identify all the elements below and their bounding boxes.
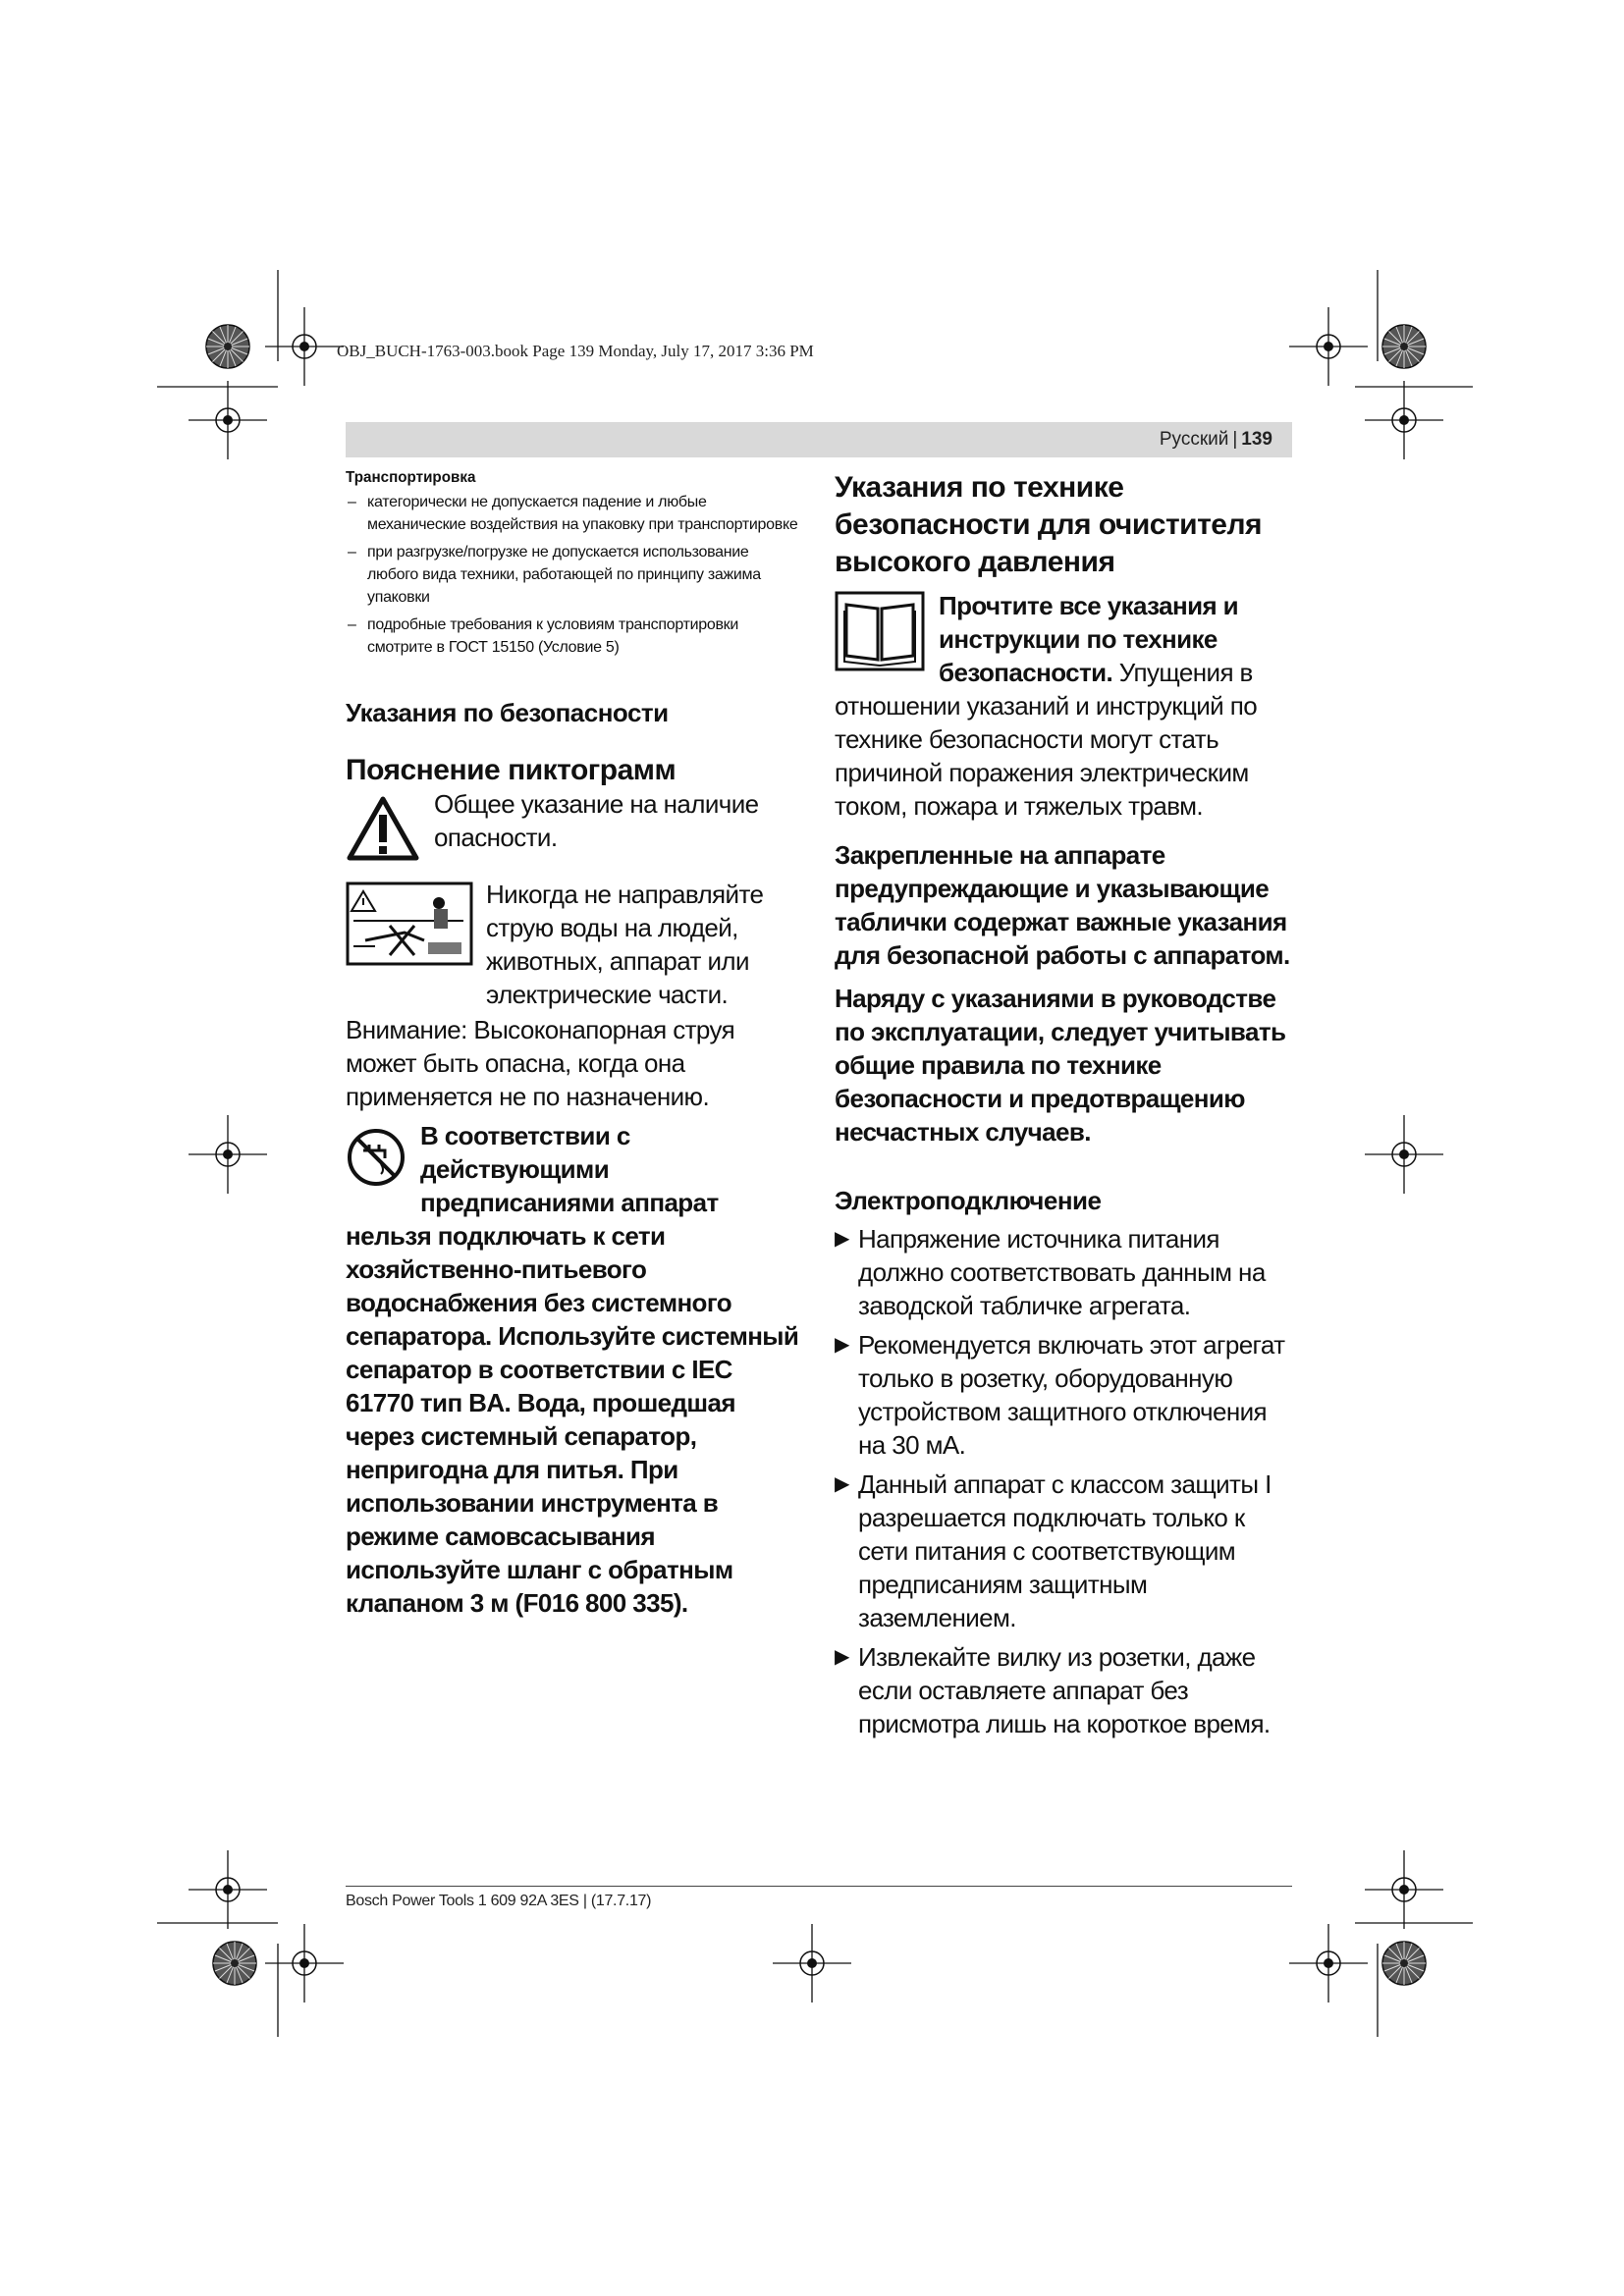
pictogram-jet-text: Никогда не направляйте струю воды на людей, животных, аппарат или электрические части. (486, 880, 764, 1009)
electrical-heading: Электроподключение (835, 1186, 1102, 1215)
left-column (346, 469, 799, 1620)
pictogram-jet-row (346, 878, 799, 1013)
header-separator: | (1232, 429, 1238, 450)
bullet-arrow-icon: ▶ (835, 1473, 849, 1495)
transport-list (346, 491, 799, 659)
read-instructions-rest: Упущения в отношении указаний и инструкций по технике безопасности могут стать причиной поражения электрическим током, пожара и тяжелых травм. (835, 658, 1258, 821)
footer-rule (346, 1886, 1292, 1887)
header-label (1160, 429, 1272, 451)
no-drinking-water-connection-icon (346, 1127, 406, 1188)
warning-triangle-icon (346, 795, 420, 862)
electrical-item: ▶ Данный аппарат с классом защиты I разрешается подключать только к сети питания с соответствующим предписаниям защитным заземлением. (835, 1469, 1272, 1632)
electrical-item: ▶ Напряжение источника питания должно соответствовать данным на заводской табличке агрегата. (835, 1224, 1266, 1320)
read-instructions-bold: Прочтите все указания и инструкции по технике безопасности. (939, 591, 1239, 687)
bullet-arrow-icon: ▶ (835, 1334, 849, 1356)
pictogram-general-text: Общее указание на наличие опасности. (434, 789, 759, 852)
right-column (835, 469, 1296, 1746)
right-title: Указания по технике безопасности для очистителя высокого давления (835, 471, 1263, 578)
no-spray-at-people-icon (346, 881, 473, 966)
transport-heading: Транспортировка (346, 469, 476, 486)
safety-heading: Указания по безопасности (346, 698, 669, 727)
book-imprint: OBJ_BUCH-1763-003.book Page 139 Monday, July 17, 2017 3:36 PM (337, 342, 814, 360)
read-manual-icon (835, 591, 925, 671)
transport-item: – подробные требования к условиям транспортировки смотрите в ГОСТ 15150 (Условие 5) (348, 616, 738, 656)
header-language: Русский (1159, 429, 1229, 450)
electrical-list (835, 1222, 1296, 1740)
bullet-arrow-icon: ▶ (835, 1646, 849, 1668)
bullet-arrow-icon: ▶ (835, 1228, 849, 1250)
pictograms-heading: Пояснение пиктограмм (346, 754, 677, 786)
device-labels-text: Закрепленные на аппарате предупреждающие и указывающие таблички содержат важные указания для безопасной работы с аппаратом. (835, 840, 1290, 970)
electrical-item: ▶ Рекомендуется включать этот агрегат только в розетку, оборудованную устройством защитного отключения на 30 мА. (835, 1330, 1285, 1460)
page-number: 139 (1241, 429, 1272, 450)
read-instructions-block (835, 589, 1296, 823)
pictogram-warning-text: Внимание: Высоконапорная струя может быть опасна, когда она применяется не по назначению. (346, 1015, 735, 1111)
transport-item: – категорически не допускается падение и любые механические воздействия на упаковку при транспортировке (348, 494, 798, 533)
page-header (346, 422, 1292, 457)
pictogram-general-row (346, 787, 799, 872)
transport-item: – при разгрузке/погрузке не допускается использование любого вида техники, работающей по принципу зажима упаковки (348, 544, 761, 606)
general-rules-text: Наряду с указаниями в руководстве по эксплуатации, следует учитывать общие правила по технике безопасности и предотвращению несчастных случаев. (835, 984, 1286, 1147)
electrical-item: ▶ Извлекайте вилку из розетки, даже если оставляете аппарат без присмотра лишь на короткое время. (835, 1642, 1271, 1738)
pictogram-water-text: В соответствии с действующими предписаниями аппарат нельзя подключать к сети хозяйственно-питьевого водоснабжения без системного сепаратора. Используйте системный сепаратор в соответствии с IEC 61770 тип BA. Вода, прошедшая через системный сепаратор, непригодна для питья. При использовании инструмента в режиме самовсасывания используйте шланг с обратным клапаном 3 м (F016 800 335). (346, 1121, 799, 1618)
pictogram-water-block (346, 1119, 799, 1620)
footer: Bosch Power Tools 1 609 92A 3ES | (17.7.17) (346, 1893, 652, 1909)
